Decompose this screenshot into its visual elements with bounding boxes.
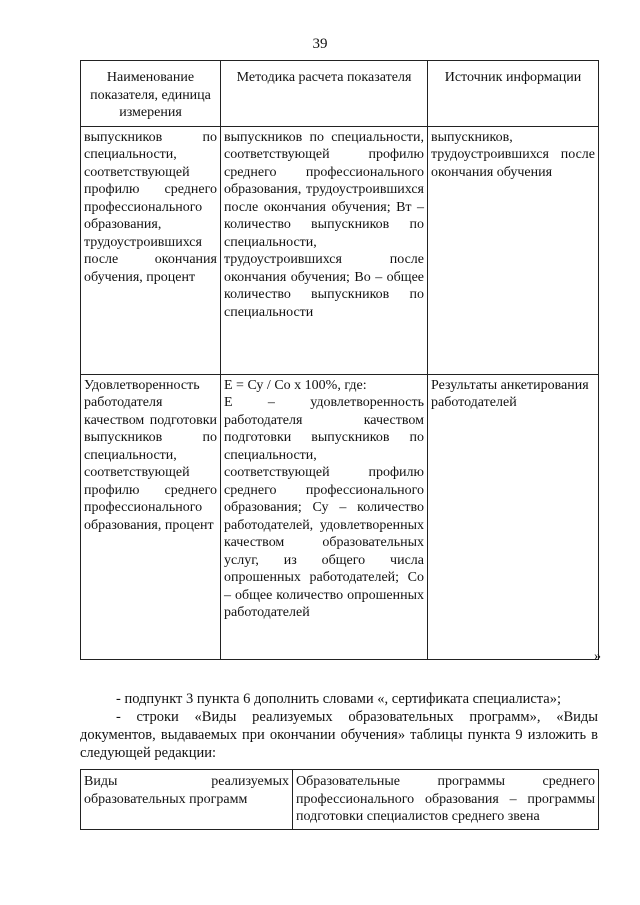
table-row xyxy=(81,374,599,659)
header-calculation-method: Методика расчета показателя xyxy=(221,61,428,127)
indicators-table xyxy=(80,60,599,660)
table-row xyxy=(81,770,599,830)
row2-method xyxy=(221,374,428,659)
row1-method: выпускников по специальности, соответствующей профилю среднего профессионального образования, трудоустроившихся после окончания обучения; Вт – количество выпускников по специальности, трудоустроившихся после окончания обучения; Во – общее количество выпускников по специальности xyxy=(221,126,428,374)
paragraph-amend-rows: - строки «Виды реализуемых образовательных программ», «Виды документов, выдаваемых при окончании обучения» таблицы пункта 9 изложить в следующей редакции: xyxy=(80,709,598,761)
table-header-row xyxy=(81,61,599,127)
header-information-source: Источник информации xyxy=(428,61,599,127)
paragraph-amend-subpoint: - подпункт 3 пункта 6 дополнить словами «, сертификата специалиста»; xyxy=(116,691,561,707)
programs-label: Виды реализуемых образовательных программ xyxy=(81,770,293,830)
row2-source: Результаты анкетирования работодателей xyxy=(428,374,599,659)
header-indicator-name: Наименование показателя, единица измерения xyxy=(81,61,221,127)
row2-formula: Е = Су / Со х 100%, где: xyxy=(224,377,367,393)
programs-table xyxy=(80,769,599,830)
row2-method-text: Е – удовлетворенность работодателя качеством подготовки выпускников по специальности, соответствующей профилю среднего профессионального образования; Су – количество работодателей, удовлетворенных качеством образовательных услуг, из общего числа опрошенных работодателей; Со – общее количество опрошенных работодателей xyxy=(224,395,424,620)
programs-value: Образовательные программы среднего профессионального образования – программы подготовки специалистов среднего звена xyxy=(293,770,599,830)
row1-source: выпускников, трудоустроившихся после окончания обучения xyxy=(428,126,599,374)
closing-quote: » xyxy=(594,649,601,664)
page-number: 39 xyxy=(312,36,328,52)
row1-indicator: выпускников по специальности, соответствующей профилю среднего профессионального образования, трудоустроившихся после окончания обучения, процент xyxy=(81,126,221,374)
row2-indicator: Удовлетворенность работодателя качеством подготовки выпускников по специальности, соответствующей профилю среднего профессионального образования, процент xyxy=(81,374,221,659)
table-row xyxy=(81,126,599,374)
